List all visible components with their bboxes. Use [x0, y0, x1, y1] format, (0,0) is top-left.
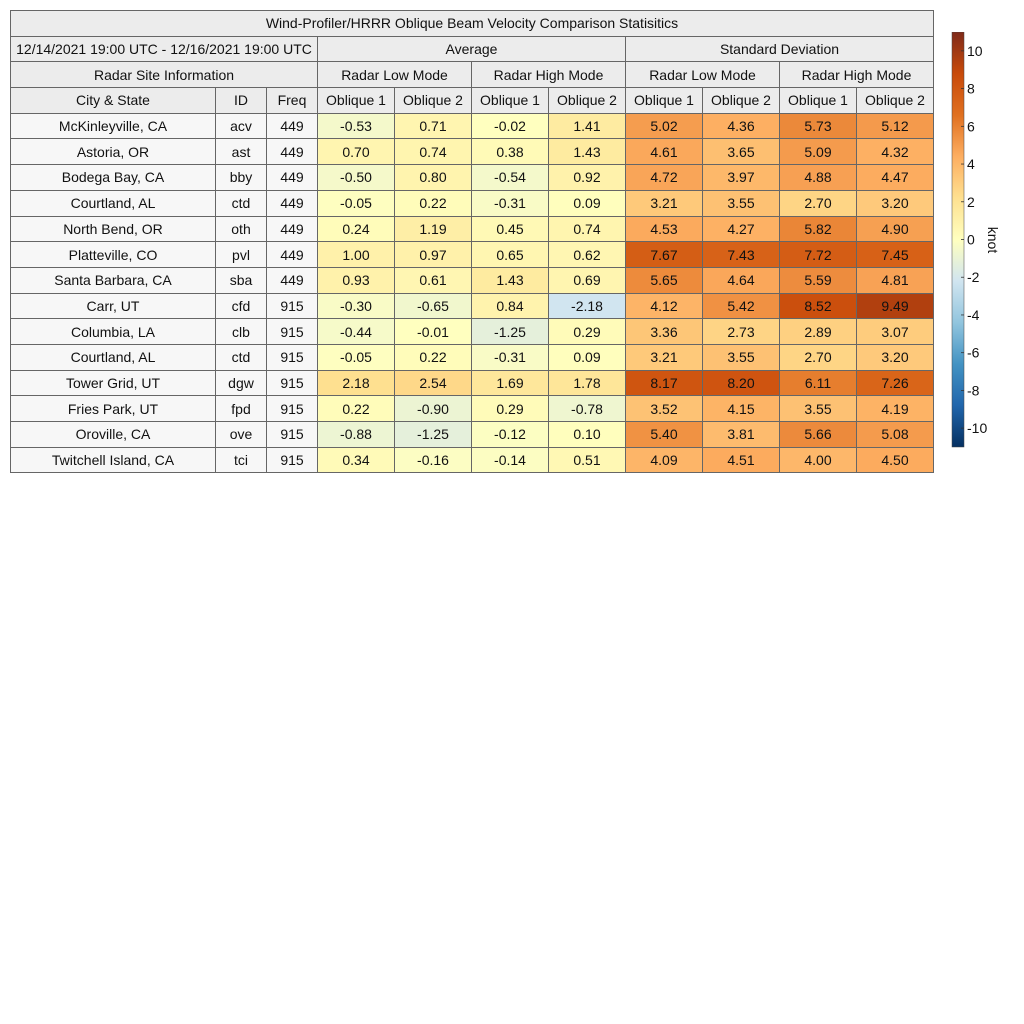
- cell-std-high-oblique2: 4.90: [857, 216, 934, 242]
- cell-std-low-oblique1: 3.36: [626, 319, 703, 345]
- col-header-avg-high-oblique2: Oblique 2: [549, 88, 626, 114]
- cell-avg-low-oblique1: -0.05: [318, 344, 395, 370]
- cell-city: Santa Barbara, CA: [11, 267, 216, 293]
- cell-city: McKinleyville, CA: [11, 113, 216, 139]
- cell-avg-high-oblique2: 0.62: [549, 242, 626, 268]
- cell-avg-high-oblique2: 0.51: [549, 447, 626, 473]
- col-header-std-high-oblique2: Oblique 2: [857, 88, 934, 114]
- stats-table: [10, 10, 934, 473]
- cell-std-high-oblique2: 3.20: [857, 190, 934, 216]
- cell-id: sba: [216, 267, 267, 293]
- cell-avg-high-oblique1: 0.65: [472, 242, 549, 268]
- cell-avg-high-oblique2: 1.78: [549, 370, 626, 396]
- cell-avg-low-oblique2: 0.71: [395, 113, 472, 139]
- colorbar-label: knot: [985, 226, 1001, 254]
- colorbar-tick-label: 4: [967, 156, 975, 173]
- cell-avg-low-oblique2: 0.22: [395, 190, 472, 216]
- colorbar-tick-label: -10: [967, 420, 988, 437]
- colorbar-tick-label: -6: [967, 344, 980, 361]
- table-row: [11, 447, 934, 473]
- cell-avg-low-oblique1: -0.53: [318, 113, 395, 139]
- cell-std-high-oblique1: 2.89: [780, 319, 857, 345]
- cell-avg-high-oblique2: 0.74: [549, 216, 626, 242]
- cell-avg-low-oblique2: -0.16: [395, 447, 472, 473]
- colorbar-tick-label: -2: [967, 269, 980, 286]
- cell-std-low-oblique1: 3.21: [626, 344, 703, 370]
- cell-city: Oroville, CA: [11, 422, 216, 448]
- cell-std-high-oblique1: 5.82: [780, 216, 857, 242]
- date-range: 12/14/2021 19:00 UTC - 12/16/2021 19:00 UTC: [11, 36, 318, 62]
- cell-std-high-oblique2: 3.20: [857, 344, 934, 370]
- cell-std-low-oblique1: 4.61: [626, 139, 703, 165]
- cell-city: Fries Park, UT: [11, 396, 216, 422]
- cell-avg-low-oblique2: 0.74: [395, 139, 472, 165]
- cell-avg-low-oblique2: -1.25: [395, 422, 472, 448]
- cell-freq: 449: [267, 165, 318, 191]
- col-header-city: City & State: [11, 88, 216, 114]
- cell-avg-low-oblique1: -0.44: [318, 319, 395, 345]
- cell-avg-low-oblique2: 0.97: [395, 242, 472, 268]
- cell-avg-low-oblique2: 0.80: [395, 165, 472, 191]
- colorbar-tick-label: 8: [967, 80, 975, 97]
- cell-id: ctd: [216, 344, 267, 370]
- cell-id: oth: [216, 216, 267, 242]
- cell-std-low-oblique2: 3.55: [703, 190, 780, 216]
- cell-std-high-oblique1: 2.70: [780, 344, 857, 370]
- avg-low-mode-header: Radar Low Mode: [318, 62, 472, 88]
- cell-avg-high-oblique2: 0.69: [549, 267, 626, 293]
- cell-id: ctd: [216, 190, 267, 216]
- col-header-avg-high-oblique1: Oblique 1: [472, 88, 549, 114]
- cell-std-high-oblique2: 9.49: [857, 293, 934, 319]
- col-header-freq: Freq: [267, 88, 318, 114]
- cell-avg-low-oblique2: -0.01: [395, 319, 472, 345]
- cell-avg-high-oblique2: 1.43: [549, 139, 626, 165]
- cell-avg-low-oblique2: 0.22: [395, 344, 472, 370]
- table-title: Wind-Profiler/HRRR Oblique Beam Velocity Comparison Statisitics: [11, 11, 934, 37]
- cell-avg-low-oblique1: -0.05: [318, 190, 395, 216]
- cell-std-low-oblique1: 4.72: [626, 165, 703, 191]
- cell-avg-high-oblique1: -0.02: [472, 113, 549, 139]
- cell-freq: 915: [267, 370, 318, 396]
- cell-avg-high-oblique1: -0.12: [472, 422, 549, 448]
- cell-std-low-oblique1: 5.02: [626, 113, 703, 139]
- cell-avg-low-oblique2: 1.19: [395, 216, 472, 242]
- cell-std-low-oblique2: 4.64: [703, 267, 780, 293]
- cell-id: fpd: [216, 396, 267, 422]
- std-low-mode-header: Radar Low Mode: [626, 62, 780, 88]
- cell-std-high-oblique1: 8.52: [780, 293, 857, 319]
- cell-avg-high-oblique2: 0.10: [549, 422, 626, 448]
- cell-std-high-oblique1: 5.09: [780, 139, 857, 165]
- colorbar-tick-label: 2: [967, 193, 975, 210]
- cell-freq: 449: [267, 139, 318, 165]
- cell-city: Carr, UT: [11, 293, 216, 319]
- cell-std-low-oblique2: 4.51: [703, 447, 780, 473]
- cell-city: Courtland, AL: [11, 190, 216, 216]
- cell-avg-high-oblique2: 0.09: [549, 190, 626, 216]
- cell-freq: 915: [267, 447, 318, 473]
- cell-std-low-oblique2: 3.55: [703, 344, 780, 370]
- colorbar-tick-label: 10: [967, 42, 983, 59]
- cell-city: Columbia, LA: [11, 319, 216, 345]
- table-row: [11, 293, 934, 319]
- cell-id: bby: [216, 165, 267, 191]
- colorbar-tick-label: 6: [967, 118, 975, 135]
- cell-avg-high-oblique1: 0.84: [472, 293, 549, 319]
- cell-id: clb: [216, 319, 267, 345]
- cell-std-high-oblique1: 5.73: [780, 113, 857, 139]
- cell-id: ove: [216, 422, 267, 448]
- cell-avg-high-oblique2: 0.29: [549, 319, 626, 345]
- cell-city: North Bend, OR: [11, 216, 216, 242]
- cell-city: Tower Grid, UT: [11, 370, 216, 396]
- cell-avg-low-oblique2: -0.90: [395, 396, 472, 422]
- cell-std-high-oblique1: 4.00: [780, 447, 857, 473]
- cell-std-low-oblique1: 5.65: [626, 267, 703, 293]
- cell-std-high-oblique2: 4.32: [857, 139, 934, 165]
- cell-std-low-oblique2: 4.15: [703, 396, 780, 422]
- cell-avg-high-oblique2: 0.92: [549, 165, 626, 191]
- cell-std-high-oblique1: 7.72: [780, 242, 857, 268]
- cell-std-low-oblique1: 3.52: [626, 396, 703, 422]
- colorbar-ticks: [961, 43, 987, 436]
- cell-id: dgw: [216, 370, 267, 396]
- colorbar-tick-label: -8: [967, 382, 980, 399]
- table-row: [11, 216, 934, 242]
- cell-avg-high-oblique2: 1.41: [549, 113, 626, 139]
- cell-std-low-oblique2: 4.36: [703, 113, 780, 139]
- cell-avg-high-oblique2: -0.78: [549, 396, 626, 422]
- cell-avg-low-oblique1: -0.30: [318, 293, 395, 319]
- site-info-header: Radar Site Information: [11, 62, 318, 88]
- cell-avg-low-oblique1: 0.34: [318, 447, 395, 473]
- cell-city: Bodega Bay, CA: [11, 165, 216, 191]
- cell-freq: 449: [267, 113, 318, 139]
- cell-avg-low-oblique1: 2.18: [318, 370, 395, 396]
- cell-avg-high-oblique1: -0.54: [472, 165, 549, 191]
- cell-std-low-oblique2: 3.97: [703, 165, 780, 191]
- cell-city: Twitchell Island, CA: [11, 447, 216, 473]
- cell-freq: 449: [267, 267, 318, 293]
- cell-freq: 915: [267, 422, 318, 448]
- cell-avg-low-oblique2: 2.54: [395, 370, 472, 396]
- table-row: [11, 113, 934, 139]
- cell-avg-high-oblique2: 0.09: [549, 344, 626, 370]
- cell-std-high-oblique1: 5.59: [780, 267, 857, 293]
- cell-std-low-oblique1: 5.40: [626, 422, 703, 448]
- cell-std-low-oblique2: 4.27: [703, 216, 780, 242]
- cell-std-low-oblique2: 7.43: [703, 242, 780, 268]
- colorbar: [950, 32, 1020, 452]
- cell-avg-high-oblique1: -1.25: [472, 319, 549, 345]
- cell-avg-low-oblique1: -0.50: [318, 165, 395, 191]
- cell-std-high-oblique2: 5.12: [857, 113, 934, 139]
- cell-avg-low-oblique1: 0.70: [318, 139, 395, 165]
- cell-std-low-oblique2: 3.65: [703, 139, 780, 165]
- cell-city: Courtland, AL: [11, 344, 216, 370]
- table-row: [11, 319, 934, 345]
- cell-std-high-oblique2: 3.07: [857, 319, 934, 345]
- cell-freq: 915: [267, 293, 318, 319]
- cell-std-high-oblique1: 2.70: [780, 190, 857, 216]
- cell-avg-high-oblique2: -2.18: [549, 293, 626, 319]
- cell-std-low-oblique2: 2.73: [703, 319, 780, 345]
- cell-avg-high-oblique1: -0.31: [472, 344, 549, 370]
- cell-std-low-oblique1: 4.09: [626, 447, 703, 473]
- cell-freq: 449: [267, 190, 318, 216]
- table-row: [11, 267, 934, 293]
- cell-freq: 449: [267, 216, 318, 242]
- cell-std-high-oblique2: 4.47: [857, 165, 934, 191]
- cell-avg-low-oblique2: 0.61: [395, 267, 472, 293]
- cell-avg-low-oblique1: 0.24: [318, 216, 395, 242]
- cell-avg-low-oblique1: 0.93: [318, 267, 395, 293]
- table-row: [11, 190, 934, 216]
- cell-avg-low-oblique1: -0.88: [318, 422, 395, 448]
- cell-city: Astoria, OR: [11, 139, 216, 165]
- cell-avg-high-oblique1: 1.43: [472, 267, 549, 293]
- colorbar-tick-label: 0: [967, 231, 975, 248]
- cell-avg-high-oblique1: 0.29: [472, 396, 549, 422]
- cell-std-low-oblique2: 3.81: [703, 422, 780, 448]
- col-header-avg-low-oblique2: Oblique 2: [395, 88, 472, 114]
- cell-std-low-oblique1: 4.12: [626, 293, 703, 319]
- cell-avg-high-oblique1: -0.14: [472, 447, 549, 473]
- cell-std-low-oblique2: 5.42: [703, 293, 780, 319]
- table-row: [11, 396, 934, 422]
- cell-std-high-oblique2: 7.45: [857, 242, 934, 268]
- cell-std-high-oblique2: 4.50: [857, 447, 934, 473]
- cell-std-high-oblique1: 6.11: [780, 370, 857, 396]
- cell-std-low-oblique1: 3.21: [626, 190, 703, 216]
- cell-id: cfd: [216, 293, 267, 319]
- col-header-avg-low-oblique1: Oblique 1: [318, 88, 395, 114]
- cell-std-high-oblique1: 3.55: [780, 396, 857, 422]
- cell-std-high-oblique2: 5.08: [857, 422, 934, 448]
- cell-std-high-oblique1: 4.88: [780, 165, 857, 191]
- cell-freq: 915: [267, 396, 318, 422]
- cell-id: pvl: [216, 242, 267, 268]
- col-header-id: ID: [216, 88, 267, 114]
- table-row: [11, 165, 934, 191]
- cell-avg-low-oblique1: 1.00: [318, 242, 395, 268]
- cell-freq: 449: [267, 242, 318, 268]
- colorbar-tick-label: -4: [967, 306, 980, 323]
- cell-std-low-oblique1: 8.17: [626, 370, 703, 396]
- cell-avg-high-oblique1: 0.45: [472, 216, 549, 242]
- average-header: Average: [318, 36, 626, 62]
- column-header-row: [11, 88, 934, 114]
- col-header-std-high-oblique1: Oblique 1: [780, 88, 857, 114]
- cell-id: ast: [216, 139, 267, 165]
- std-deviation-header: Standard Deviation: [626, 36, 934, 62]
- cell-avg-low-oblique1: 0.22: [318, 396, 395, 422]
- table-row: [11, 242, 934, 268]
- cell-freq: 915: [267, 319, 318, 345]
- cell-std-low-oblique1: 4.53: [626, 216, 703, 242]
- avg-high-mode-header: Radar High Mode: [472, 62, 626, 88]
- table-row: [11, 139, 934, 165]
- col-header-std-low-oblique2: Oblique 2: [703, 88, 780, 114]
- table-row: [11, 370, 934, 396]
- cell-freq: 915: [267, 344, 318, 370]
- cell-std-high-oblique1: 5.66: [780, 422, 857, 448]
- cell-std-high-oblique2: 7.26: [857, 370, 934, 396]
- cell-avg-high-oblique1: 1.69: [472, 370, 549, 396]
- table-row: [11, 422, 934, 448]
- cell-std-low-oblique1: 7.67: [626, 242, 703, 268]
- cell-city: Platteville, CO: [11, 242, 216, 268]
- cell-std-high-oblique2: 4.81: [857, 267, 934, 293]
- cell-id: tci: [216, 447, 267, 473]
- col-header-std-low-oblique1: Oblique 1: [626, 88, 703, 114]
- cell-std-low-oblique2: 8.20: [703, 370, 780, 396]
- cell-avg-high-oblique1: 0.38: [472, 139, 549, 165]
- cell-id: acv: [216, 113, 267, 139]
- cell-avg-high-oblique1: -0.31: [472, 190, 549, 216]
- cell-avg-low-oblique2: -0.65: [395, 293, 472, 319]
- std-high-mode-header: Radar High Mode: [780, 62, 934, 88]
- table-row: [11, 344, 934, 370]
- cell-std-high-oblique2: 4.19: [857, 396, 934, 422]
